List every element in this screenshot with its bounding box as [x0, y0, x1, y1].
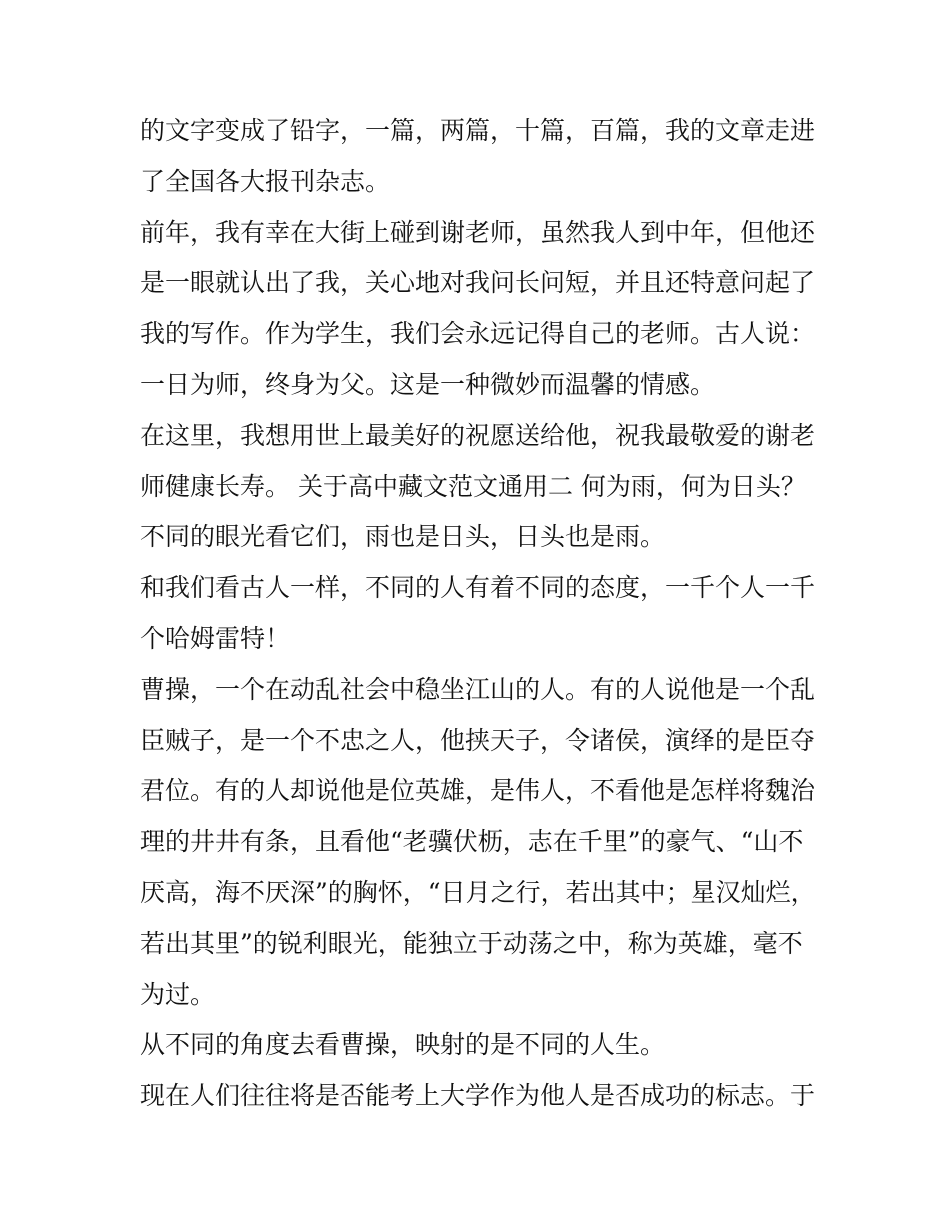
text-line: 君位。有的人却说他是位英雄，是伟人，不看他是怎样将魏治: [140, 776, 816, 806]
text-line: 在这里，我想用世上最美好的祝愿送给他，祝我最敬爱的谢老: [140, 420, 816, 450]
text-line: 理的井井有条，且看他“老骥伏枥，志在千里”的豪气、“山不: [140, 827, 804, 857]
text-line: 了全国各大报刊杂志。: [140, 166, 391, 196]
text-line: 为过。: [140, 979, 216, 1009]
text-line: 厌高，海不厌深”的胸怀，“日月之行，若出其中；星汉灿烂，: [140, 877, 816, 907]
text-line: 是一眼就认出了我，关心地对我问长问短，并且还特意问起了: [140, 268, 816, 298]
text-line: 一日为师，终身为父。这是一种微妙而温馨的情感。: [140, 369, 716, 399]
text-line: 从不同的角度去看曹操，映射的是不同的人生。: [140, 1030, 666, 1060]
text-line: 臣贼子，是一个不忠之人，他挟天子，令诸侯，演绎的是臣夺: [140, 725, 816, 755]
text-line: 个哈姆雷特！: [140, 623, 291, 653]
document-text: [140, 106, 830, 1122]
text-line: 曹操，一个在动乱社会中稳坐江山的人。有的人说他是一个乱: [140, 674, 816, 704]
text-line: 现在人们往往将是否能考上大学作为他人是否成功的标志。于: [140, 1081, 816, 1111]
text-line: 师健康长寿。 关于高中藏文范文通用二 何为雨，何为日头？: [140, 471, 806, 501]
text-line: 和我们看古人一样，不同的人有着不同的态度，一千个人一千: [140, 573, 816, 603]
text-line: 我的写作。作为学生，我们会永远记得自己的老师。古人说：: [140, 319, 816, 349]
text-line: 不同的眼光看它们，雨也是日头，日头也是雨。: [140, 522, 666, 552]
text-line: 的文字变成了铅字，一篇，两篇，十篇，百篇，我的文章走进: [140, 116, 816, 145]
text-line: 前年，我有幸在大街上碰到谢老师，虽然我人到中年，但他还: [140, 217, 816, 247]
text-line: 若出其里”的锐利眼光，能独立于动荡之中，称为英雄，毫不: [140, 928, 803, 958]
